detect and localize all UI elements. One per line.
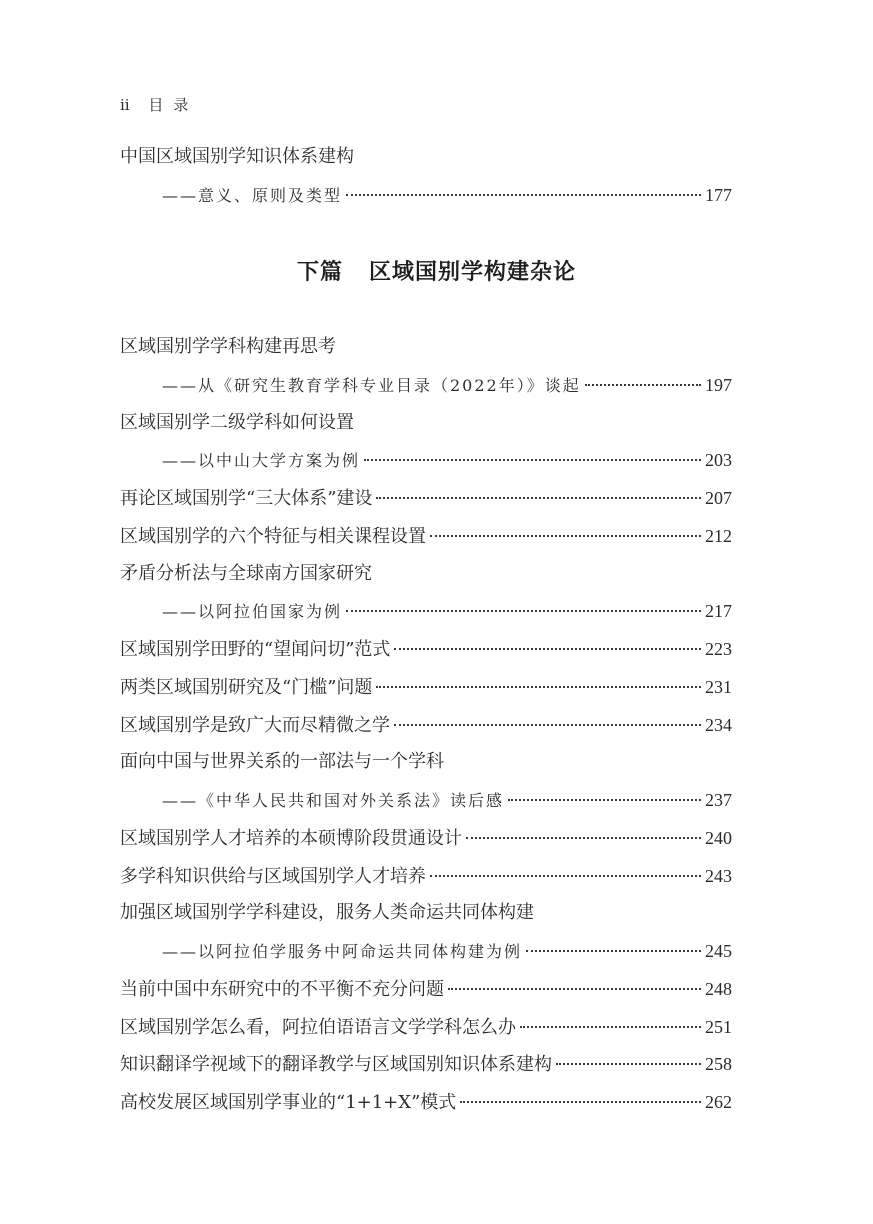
dot-leader [346, 194, 701, 196]
page-number: 223 [705, 639, 732, 659]
part-label: 下篇 [296, 260, 343, 285]
toc-title: 区域国别学二级学科如何设置 [120, 411, 354, 433]
toc-title: 知识翻译学视域下的翻译教学与区域国别知识体系建构 [120, 1054, 552, 1076]
dot-leader [508, 799, 701, 801]
toc-entry-row [120, 862, 732, 890]
toc-subtitle: ——从《研究生教育学科专业目录（2022年）》谈起 [162, 375, 581, 395]
toc-title: 区域国别学的六个特征与相关课程设置 [120, 525, 426, 547]
page-number: 203 [705, 450, 732, 471]
page-number: 177 [705, 184, 732, 205]
toc-title: 区域国别学是致广大而尽精微之学 [120, 714, 390, 736]
toc-title: 区域国别学人才培养的本硕博阶段贯通设计 [120, 827, 462, 849]
toc-entry-row [120, 484, 732, 512]
toc-entry-row [120, 560, 732, 588]
toc-subtitle-row [162, 181, 732, 209]
dot-leader [526, 950, 701, 952]
toc-title: 矛盾分析法与全球南方国家研究 [120, 562, 372, 584]
dot-leader [430, 875, 701, 877]
dot-leader [394, 724, 701, 726]
dot-leader [460, 1101, 701, 1103]
page-number: 197 [705, 374, 732, 395]
dot-leader [376, 497, 701, 499]
dot-leader [520, 1026, 701, 1028]
dot-leader [346, 610, 701, 612]
toc-entry-row [120, 1050, 732, 1078]
toc-title: 面向中国与世界关系的一部法与一个学科 [120, 751, 444, 773]
toc-entry-row [120, 635, 732, 663]
toc-title: 当前中国中东研究中的不平衡不充分问题 [120, 978, 444, 1000]
toc-subtitle-row [162, 446, 732, 474]
dot-leader [394, 648, 701, 650]
page-number: 245 [705, 941, 732, 961]
dot-leader [430, 535, 701, 537]
page-number: 248 [705, 978, 732, 999]
toc-entry-row [120, 711, 732, 739]
dot-leader [585, 384, 701, 386]
toc-entry-row [120, 1088, 732, 1116]
toc-subtitle-row [162, 937, 732, 965]
toc-subtitle-row [162, 371, 732, 399]
page-folio: ii [120, 96, 130, 114]
toc-title: 再论区域国别学“三大体系”建设 [120, 488, 373, 509]
toc-subtitle: ——以阿拉伯学服务中阿命运共同体构建为例 [162, 942, 523, 961]
page-number: 212 [705, 525, 732, 546]
dot-leader [556, 1063, 701, 1065]
toc-entry-row [120, 333, 732, 361]
toc-title: 区域国别学学科构建再思考 [120, 336, 336, 357]
page-number: 234 [705, 714, 732, 735]
toc-subtitle-row [162, 597, 732, 625]
toc-subtitle: ——以中山大学方案为例 [162, 451, 361, 471]
toc-subtitle: ——意义、原则及类型 [162, 185, 343, 205]
page-number: 207 [705, 488, 732, 508]
part-heading [0, 255, 873, 286]
toc-title: 区域国别学怎么看，阿拉伯语语言文学学科怎么办 [120, 1016, 516, 1038]
toc-entry-row [120, 748, 732, 776]
page-number: 251 [705, 1016, 732, 1037]
toc-entry-row [120, 673, 732, 701]
toc-entry-row [120, 143, 732, 171]
toc-title: 加强区域国别学学科建设，服务人类命运共同体构建 [120, 902, 534, 924]
dot-leader [364, 459, 701, 461]
toc-entry-row [120, 409, 732, 437]
running-header-title: 目录 [148, 96, 199, 114]
toc-subtitle: ——《中华人民共和国对外关系法》读后感 [162, 791, 505, 810]
page-number: 258 [705, 1054, 732, 1075]
toc-subtitle: ——以阿拉伯国家为例 [162, 602, 343, 622]
dot-leader [466, 837, 701, 839]
page-number: 237 [705, 790, 732, 810]
page-number: 262 [705, 1092, 732, 1112]
page-number: 243 [705, 865, 732, 886]
toc-entry-row [120, 975, 732, 1003]
toc-subtitle-row [162, 786, 732, 814]
toc-title: 两类区域国别研究及“门槛”问题 [120, 676, 373, 698]
page-number: 240 [705, 827, 732, 848]
toc-entry-row [120, 522, 732, 550]
toc-entry-row [120, 1013, 732, 1041]
toc-title: 多学科知识供给与区域国别学人才培养 [120, 865, 426, 887]
running-header [120, 94, 198, 115]
toc-entry-row [120, 899, 732, 927]
toc-title: 区域国别学田野的“望闻问切”范式 [120, 639, 391, 660]
dot-leader [448, 988, 701, 990]
part-title: 区域国别学构建杂论 [369, 260, 577, 285]
page-number: 217 [705, 601, 732, 622]
toc-title: 高校发展区域国别学事业的“1+1+X”模式 [120, 1092, 457, 1113]
toc-entry-row [120, 824, 732, 852]
dot-leader [376, 686, 701, 688]
toc-title: 中国区域国别学知识体系建构 [120, 146, 354, 167]
page-number: 231 [705, 676, 732, 697]
